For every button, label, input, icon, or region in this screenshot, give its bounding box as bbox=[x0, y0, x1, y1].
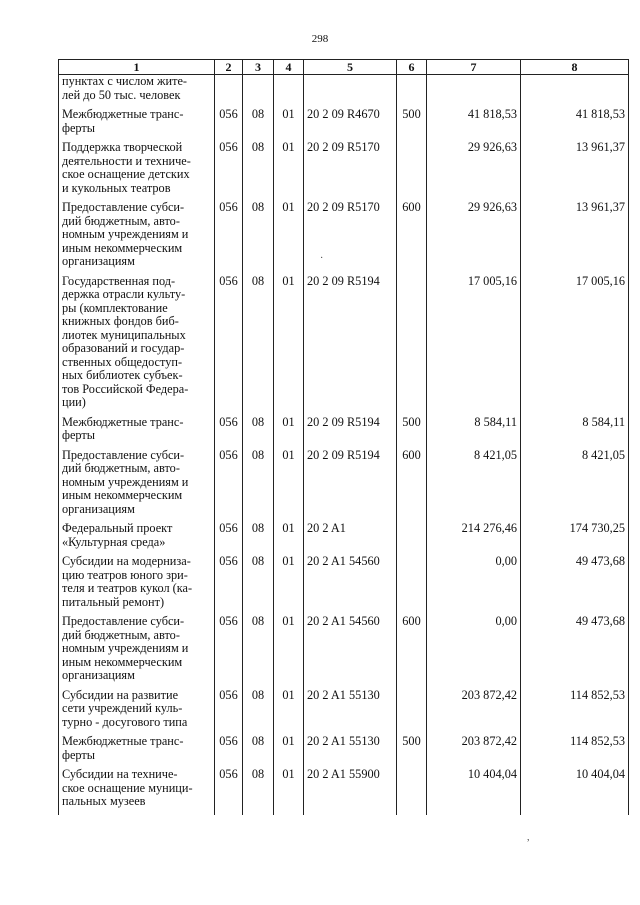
amount-column-7-cell: 0,00 bbox=[427, 555, 521, 615]
item-name-line: Государственная под- bbox=[62, 274, 176, 288]
item-name-line: ры (комплектование bbox=[62, 300, 168, 315]
item-name-cell bbox=[59, 768, 215, 815]
item-name-line: книжных фондов биб- bbox=[62, 314, 179, 328]
ministry-code-cell: 056 bbox=[215, 141, 243, 201]
expense-type-cell bbox=[397, 275, 427, 416]
section-code-cell: 08 bbox=[243, 735, 274, 768]
item-name-line: дий бюджетным, авто- bbox=[62, 213, 180, 228]
budget-table bbox=[58, 59, 629, 815]
item-name-cell bbox=[59, 275, 215, 416]
table-row bbox=[59, 201, 629, 275]
column-header: 6 bbox=[397, 60, 427, 75]
scan-mark: · bbox=[320, 253, 324, 264]
target-article-cell: 20 2 A1 bbox=[304, 522, 397, 555]
item-name-cell bbox=[59, 615, 215, 689]
amount-column-7-cell: 41 818,53 bbox=[427, 108, 521, 141]
item-name-line: Предоставление субси- bbox=[62, 448, 185, 462]
amount-column-8-cell: 174 730,25 bbox=[521, 522, 629, 555]
table-row bbox=[59, 615, 629, 689]
expense-type-cell bbox=[397, 141, 427, 201]
column-header: 1 bbox=[59, 60, 215, 75]
item-name-cell bbox=[59, 141, 215, 201]
expense-type-cell: 600 bbox=[397, 201, 427, 275]
item-name-line: ферты bbox=[62, 428, 96, 442]
item-name-line: Предоставление субси- bbox=[62, 201, 185, 214]
amount-column-7-cell: 8 421,05 bbox=[427, 449, 521, 523]
expense-type-cell bbox=[397, 689, 427, 736]
expense-type-cell: 500 bbox=[397, 735, 427, 768]
subsection-code-cell: 01 bbox=[274, 555, 304, 615]
scan-mark: , bbox=[527, 832, 530, 843]
section-code-cell: 08 bbox=[243, 522, 274, 555]
item-name-line: организациям bbox=[62, 254, 135, 268]
amount-column-8-cell: 8 584,11 bbox=[521, 416, 629, 449]
ministry-code-cell: 056 bbox=[215, 201, 243, 275]
ministry-code-cell: 056 bbox=[215, 768, 243, 815]
item-name-line: сети учреждений куль- bbox=[62, 701, 183, 715]
amount-column-7-cell: 8 584,11 bbox=[427, 416, 521, 449]
amount-column-8-cell: 8 421,05 bbox=[521, 449, 629, 523]
item-name-line: ское оснащение детских bbox=[62, 167, 190, 181]
subsection-code-cell: 01 bbox=[274, 449, 304, 523]
item-name-line: пунктах с числом жите- bbox=[62, 74, 187, 88]
ministry-code-cell: 056 bbox=[215, 416, 243, 449]
item-name-line: организациям bbox=[62, 501, 135, 516]
target-article-cell: 20 2 09 R4670 bbox=[304, 108, 397, 141]
table-row bbox=[59, 75, 629, 109]
amount-column-7-cell: 29 926,63 bbox=[427, 141, 521, 201]
item-name-cell bbox=[59, 75, 215, 109]
subsection-code-cell: 01 bbox=[274, 416, 304, 449]
item-name-line: держка отрасли культу- bbox=[62, 287, 186, 301]
item-name-line: тов Российской Федера- bbox=[62, 381, 189, 396]
item-name-line: Поддержка творческой bbox=[62, 141, 183, 154]
table-row bbox=[59, 275, 629, 416]
target-article-cell: 20 2 09 R5194 bbox=[304, 416, 397, 449]
expense-type-cell: 500 bbox=[397, 108, 427, 141]
section-code-cell: 08 bbox=[243, 689, 274, 736]
item-name-line: Межбюджетные транс- bbox=[62, 415, 184, 429]
item-name-line: лиотек муниципальных bbox=[62, 327, 186, 342]
target-article-cell: 20 2 09 R5170 bbox=[304, 141, 397, 201]
section-code-cell: 08 bbox=[243, 108, 274, 141]
ministry-code-cell: 056 bbox=[215, 735, 243, 768]
subsection-code-cell: 01 bbox=[274, 689, 304, 736]
item-name-line: образований и государ- bbox=[62, 341, 185, 355]
item-name-line: иным некоммерческим bbox=[62, 488, 183, 502]
amount-column-8-cell: 10 404,04 bbox=[521, 768, 629, 815]
item-name-line: деятельности и техниче- bbox=[62, 153, 191, 168]
item-name-line: Межбюджетные транс- bbox=[62, 735, 184, 748]
column-header: 7 bbox=[427, 60, 521, 75]
item-name-line: Федеральный проект bbox=[62, 522, 173, 535]
ministry-code-cell: 056 bbox=[215, 449, 243, 523]
item-name-line: ственных общедоступ- bbox=[62, 354, 183, 369]
target-article-cell: 20 2 09 R5194 bbox=[304, 275, 397, 416]
table-row bbox=[59, 108, 629, 141]
item-name-line: Субсидии на развитие bbox=[62, 688, 179, 702]
ministry-code-cell: 056 bbox=[215, 108, 243, 141]
target-article-cell: 20 2 09 R5170 bbox=[304, 201, 397, 275]
table-body bbox=[59, 75, 629, 815]
section-code-cell: 08 bbox=[243, 275, 274, 416]
item-name-line: Субсидии на модерниза- bbox=[62, 555, 191, 568]
column-header: 2 bbox=[215, 60, 243, 75]
amount-column-8-cell: 13 961,37 bbox=[521, 141, 629, 201]
item-name-line: номным учреждениям и bbox=[62, 641, 189, 655]
subsection-code-cell: 01 bbox=[274, 768, 304, 815]
ministry-code-cell: 056 bbox=[215, 689, 243, 736]
section-code-cell: 08 bbox=[243, 416, 274, 449]
expense-type-cell: 600 bbox=[397, 615, 427, 689]
item-name-line: цию театров юного зри- bbox=[62, 567, 188, 582]
item-name-line: Предоставление субси- bbox=[62, 615, 185, 628]
ministry-code-cell: 056 bbox=[215, 275, 243, 416]
target-article-cell: 20 2 A1 55130 bbox=[304, 735, 397, 768]
amount-column-7-cell: 10 404,04 bbox=[427, 768, 521, 815]
item-name-line: теля и театров кукол (ка- bbox=[62, 581, 193, 595]
header-row bbox=[59, 60, 629, 75]
amount-column-7-cell: 214 276,46 bbox=[427, 522, 521, 555]
item-name-cell bbox=[59, 689, 215, 736]
amount-column-8-cell: 49 473,68 bbox=[521, 615, 629, 689]
item-name-cell bbox=[59, 416, 215, 449]
section-code-cell: 08 bbox=[243, 201, 274, 275]
page-number: 298 bbox=[311, 33, 329, 45]
target-article-cell: 20 2 A1 55130 bbox=[304, 689, 397, 736]
item-name-line: номным учреждениям и bbox=[62, 227, 189, 241]
target-article-cell: 20 2 A1 54560 bbox=[304, 615, 397, 689]
amount-column-7-cell bbox=[427, 75, 521, 109]
expense-type-cell bbox=[397, 768, 427, 815]
amount-column-8-cell: 13 961,37 bbox=[521, 201, 629, 275]
target-article-cell bbox=[304, 75, 397, 109]
amount-column-8-cell bbox=[521, 75, 629, 109]
subsection-code-cell: 01 bbox=[274, 735, 304, 768]
subsection-code-cell: 01 bbox=[274, 275, 304, 416]
item-name-line: ское оснащение муници- bbox=[62, 780, 193, 795]
item-name-line: ции) bbox=[62, 395, 86, 409]
item-name-cell bbox=[59, 108, 215, 141]
table-row bbox=[59, 416, 629, 449]
expense-type-cell bbox=[397, 555, 427, 615]
section-code-cell bbox=[243, 75, 274, 109]
item-name-line: ферты bbox=[62, 120, 96, 135]
target-article-cell: 20 2 A1 54560 bbox=[304, 555, 397, 615]
table-header bbox=[59, 60, 629, 75]
column-header: 5 bbox=[304, 60, 397, 75]
amount-column-7-cell: 0,00 bbox=[427, 615, 521, 689]
table-row bbox=[59, 768, 629, 815]
item-name-line: организациям bbox=[62, 668, 135, 682]
amount-column-8-cell: 114 852,53 bbox=[521, 689, 629, 736]
amount-column-7-cell: 203 872,42 bbox=[427, 735, 521, 768]
ministry-code-cell bbox=[215, 75, 243, 109]
target-article-cell: 20 2 A1 55900 bbox=[304, 768, 397, 815]
item-name-line: Межбюджетные транс- bbox=[62, 108, 184, 121]
amount-column-8-cell: 114 852,53 bbox=[521, 735, 629, 768]
item-name-cell bbox=[59, 201, 215, 275]
amount-column-8-cell: 49 473,68 bbox=[521, 555, 629, 615]
subsection-code-cell: 01 bbox=[274, 201, 304, 275]
column-header: 4 bbox=[274, 60, 304, 75]
item-name-cell bbox=[59, 555, 215, 615]
ministry-code-cell: 056 bbox=[215, 555, 243, 615]
item-name-line: турно - досугового типа bbox=[62, 714, 188, 729]
section-code-cell: 08 bbox=[243, 141, 274, 201]
item-name-line: ферты bbox=[62, 747, 96, 762]
subsection-code-cell: 01 bbox=[274, 522, 304, 555]
subsection-code-cell: 01 bbox=[274, 141, 304, 201]
item-name-cell bbox=[59, 449, 215, 523]
ministry-code-cell: 056 bbox=[215, 615, 243, 689]
target-article-cell: 20 2 09 R5194 bbox=[304, 449, 397, 523]
item-name-cell bbox=[59, 735, 215, 768]
item-name-line: лей до 50 тыс. человек bbox=[62, 87, 181, 102]
item-name-line: иным некоммерческим bbox=[62, 240, 183, 255]
item-name-line: «Культурная среда» bbox=[62, 534, 166, 549]
item-name-line: дий бюджетным, авто- bbox=[62, 461, 180, 475]
amount-column-7-cell: 29 926,63 bbox=[427, 201, 521, 275]
section-code-cell: 08 bbox=[243, 615, 274, 689]
item-name-line: иным некоммерческим bbox=[62, 654, 183, 669]
expense-type-cell bbox=[397, 75, 427, 109]
amount-column-8-cell: 41 818,53 bbox=[521, 108, 629, 141]
amount-column-8-cell: 17 005,16 bbox=[521, 275, 629, 416]
table-row bbox=[59, 555, 629, 615]
item-name-cell bbox=[59, 522, 215, 555]
table-row bbox=[59, 735, 629, 768]
amount-column-7-cell: 203 872,42 bbox=[427, 689, 521, 736]
item-name-line: питальный ремонт) bbox=[62, 594, 165, 609]
column-header: 3 bbox=[243, 60, 274, 75]
column-header: 8 bbox=[521, 60, 629, 75]
subsection-code-cell: 01 bbox=[274, 108, 304, 141]
table-row bbox=[59, 449, 629, 523]
ministry-code-cell: 056 bbox=[215, 522, 243, 555]
table-row bbox=[59, 522, 629, 555]
table-row bbox=[59, 689, 629, 736]
expense-type-cell: 500 bbox=[397, 416, 427, 449]
subsection-code-cell: 01 bbox=[274, 615, 304, 689]
item-name-line: дий бюджетным, авто- bbox=[62, 627, 180, 642]
item-name-line: Субсидии на техниче- bbox=[62, 768, 178, 781]
section-code-cell: 08 bbox=[243, 449, 274, 523]
section-code-cell: 08 bbox=[243, 768, 274, 815]
amount-column-7-cell: 17 005,16 bbox=[427, 275, 521, 416]
item-name-line: и кукольных театров bbox=[62, 180, 171, 195]
table-row bbox=[59, 141, 629, 201]
item-name-line: ных библиотек субъек- bbox=[62, 368, 183, 382]
subsection-code-cell bbox=[274, 75, 304, 109]
expense-type-cell bbox=[397, 522, 427, 555]
item-name-line: пальных музеев bbox=[62, 794, 146, 808]
section-code-cell: 08 bbox=[243, 555, 274, 615]
item-name-line: номным учреждениям и bbox=[62, 474, 189, 489]
expense-type-cell: 600 bbox=[397, 449, 427, 523]
